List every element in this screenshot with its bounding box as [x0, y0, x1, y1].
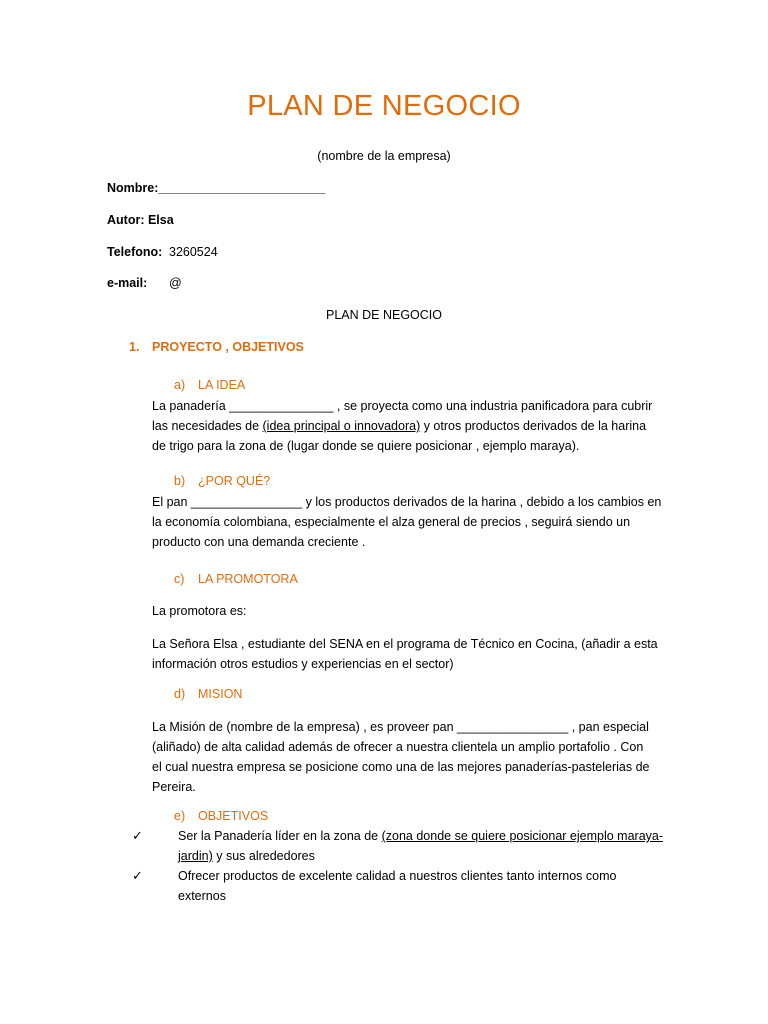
promotora-heading: LA PROMOTORA — [198, 572, 298, 586]
mision-line-2: (aliñado) de alta calidad además de ofrecer a nuestra clientela un amplio portafolio . Con — [152, 740, 644, 754]
section-1-title: PROYECTO , OBJETIVOS — [152, 340, 304, 354]
objetivo-1-underlined-1: (zona donde se quiere posicionar ejemplo maraya- — [381, 829, 664, 843]
idea-underlined: (idea principal o innovadora) — [262, 419, 421, 433]
mision-line-1: La Misión de (nombre de la empresa) , es proveer pan ________________ , pan especial — [152, 720, 649, 734]
document-title: PLAN DE NEGOCIO — [247, 90, 521, 122]
idea-line-3: de trigo para la zona de (lugar donde se quiere posicionar , ejemplo maraya). — [152, 439, 580, 453]
objetivo-1-underlined-2: jardin) — [178, 849, 213, 863]
idea-line-2-pre: las necesidades de — [152, 419, 263, 433]
mision-line-3: el cual nuestra empresa se posicione como una de las mejores panaderías-pastelerias de — [152, 760, 650, 774]
mision-heading: MISION — [198, 687, 243, 701]
section-1-number: 1. — [129, 340, 140, 354]
porque-line-2: la economía colombiana, especialmente el alza general de precios , seguirá siendo un — [152, 515, 631, 529]
objetivos-letter: e) — [174, 809, 186, 823]
porque-letter: b) — [174, 474, 186, 488]
objetivos-heading: OBJETIVOS — [198, 809, 269, 823]
mision-letter: d) — [174, 687, 186, 701]
checkmark-icon: ✓ — [132, 868, 143, 883]
mision-paragraph — [152, 717, 672, 797]
porque-line-1: El pan ________________ y los productos derivados de la harina , debido a los cambios en — [152, 495, 662, 509]
checkmark-icon: ✓ — [132, 828, 143, 843]
objetivo-1-post: y sus alrededores — [212, 849, 315, 863]
porque-paragraph — [152, 492, 672, 552]
objetivo-item-1 — [128, 826, 672, 866]
idea-line-1: La panadería _______________ , se proyecta como una industria panificadora para cubrir — [152, 399, 653, 413]
objetivo-item-2 — [128, 866, 672, 906]
promotora-paragraph — [152, 634, 672, 674]
telefono-label: Telefono: — [107, 245, 163, 259]
idea-paragraph — [152, 396, 672, 456]
promotora-intro: La promotora es: — [152, 604, 247, 618]
email-value: @ — [169, 276, 182, 290]
idea-line-2-post: y otros productos derivados de la harina — [420, 419, 647, 433]
promotora-letter: c) — [174, 572, 185, 586]
objetivo-1-pre: Ser la Panadería líder en la zona de — [178, 829, 382, 843]
autor-line: Autor: Elsa — [107, 213, 174, 227]
promotora-line-2: información otros estudios y experiencias en el sector) — [152, 657, 454, 671]
idea-heading: LA IDEA — [198, 378, 246, 392]
telefono-value: 3260524 — [169, 245, 218, 259]
objetivo-1-line-1 — [178, 826, 672, 846]
email-label: e-mail: — [107, 276, 148, 290]
nombre-line: Nombre:________________________ — [107, 181, 326, 195]
company-name-placeholder: (nombre de la empresa) — [317, 149, 451, 163]
idea-letter: a) — [174, 378, 186, 392]
section-heading: PLAN DE NEGOCIO — [326, 308, 442, 322]
porque-heading: ¿POR QUÉ? — [198, 474, 271, 488]
objetivo-2-line-2: externos — [178, 889, 226, 903]
objetivos-list — [132, 826, 672, 906]
porque-line-3: producto con una demanda creciente . — [152, 535, 366, 549]
objetivo-2-line-1: Ofrecer productos de excelente calidad a nuestros clientes tanto internos como — [178, 869, 617, 883]
idea-line-2 — [152, 416, 672, 436]
promotora-line-1: La Señora Elsa , estudiante del SENA en el programa de Técnico en Cocina, (añadir a esta — [152, 637, 658, 651]
mision-line-4: Pereira. — [152, 780, 196, 794]
objetivo-1-line-2 — [178, 846, 672, 866]
